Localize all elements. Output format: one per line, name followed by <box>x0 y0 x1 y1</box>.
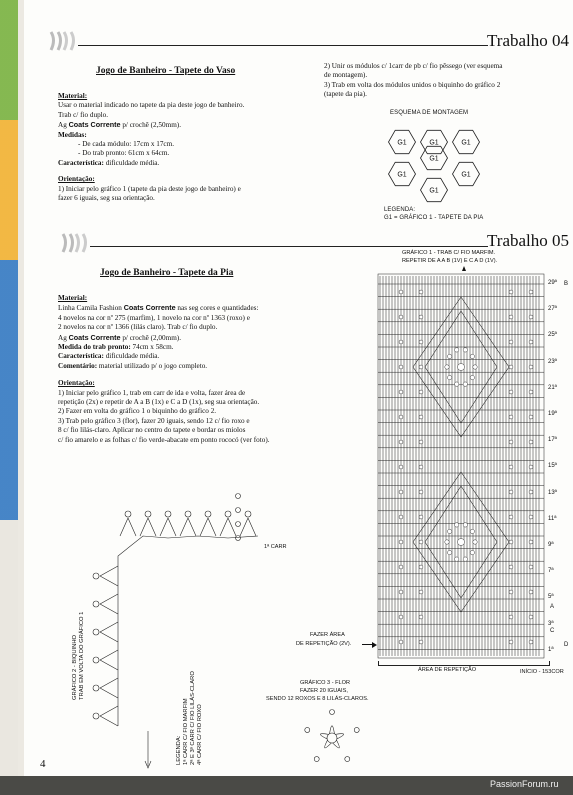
chain-dot <box>529 490 533 494</box>
picot-side <box>100 650 118 670</box>
row-label: 9ª <box>548 542 554 548</box>
motif-dot <box>458 364 465 371</box>
picot-side <box>100 678 118 698</box>
hex-label: G1 <box>397 171 407 179</box>
chain-dot <box>399 540 403 544</box>
chain-dot <box>399 415 403 419</box>
header-rule <box>78 45 488 46</box>
grafico2-title-line: GRÁFICO 2 - BIQUINHO <box>72 634 78 700</box>
chain-dot <box>419 340 423 344</box>
grafico1-letter-c: C <box>550 628 555 634</box>
chain-dot <box>509 490 513 494</box>
area-repeticao-bracket <box>378 661 550 666</box>
page-edge-stripe <box>0 0 18 795</box>
footer-bar <box>0 776 573 795</box>
hex-label: G1 <box>429 139 439 147</box>
hex-label: G1 <box>397 139 407 147</box>
section-pia-body <box>58 294 270 445</box>
medidas-line: - Do trab pronto: 61cm x 64cm. <box>78 149 170 158</box>
esquema-legend-title: LEGENDA: <box>384 207 416 213</box>
fazer-area-arrowhead-icon <box>372 642 377 648</box>
flower-petal <box>330 726 335 734</box>
flower-tip <box>330 710 335 715</box>
chain-dot <box>419 440 423 444</box>
motif-dot <box>463 557 467 561</box>
hex-label: G1 <box>429 187 439 195</box>
row-label: 15ª <box>548 463 557 470</box>
chain-dot <box>509 540 513 544</box>
flower-dot <box>236 494 241 499</box>
chain-dot <box>509 615 513 619</box>
area-repeticao-label: ÁREA DE REPETIÇÃO <box>418 667 477 673</box>
chain-dot <box>509 640 513 644</box>
comentario-line: Comentário: material utilizado p/ o jogo completo. <box>58 361 208 370</box>
picot-loop <box>125 511 131 517</box>
chain-dot <box>529 540 533 544</box>
motif-dot <box>447 375 451 379</box>
medida-line: Medida do trab pronto: 74cm x 58cm. <box>58 343 174 352</box>
fazer-area-label-2: DE REPETIÇÃO (2V). <box>296 641 352 647</box>
chain-dot <box>509 390 513 394</box>
orientacao-line: c/ fio amarelo e as folhas c/ fio verde-abacate em ponto rococó (ver foto). <box>58 435 270 444</box>
picot-loop <box>185 511 191 517</box>
grafico1-title-line2: REPETIR DE A A B (1V) E C A D (1V). <box>402 258 498 264</box>
row-label: 27ª <box>548 306 557 313</box>
inicio-label: INÍCIO - 153COR <box>520 669 564 675</box>
material-heading: Material: <box>58 294 88 302</box>
row-label: 25ª <box>548 332 557 339</box>
section-vaso-continued <box>324 62 502 100</box>
motif-dot <box>447 354 451 358</box>
grafico1-chart <box>376 272 550 667</box>
row-label: 5ª <box>548 594 554 601</box>
motif-dot <box>463 523 467 527</box>
chain-dot <box>399 315 403 319</box>
picot-loop <box>93 573 99 579</box>
chain-dot <box>509 440 513 444</box>
instruction-line: de montagem). <box>324 71 368 80</box>
chain-dot <box>509 465 513 469</box>
chain-dot <box>529 315 533 319</box>
motif-dot <box>470 354 474 358</box>
chain-dot <box>419 415 423 419</box>
chain-dot <box>419 615 423 619</box>
chain-dot <box>399 465 403 469</box>
motif-dot <box>454 523 458 527</box>
instruction-line: 2) Unir os módulos c/ 1carr de pb c/ fio pêssego (ver esquema <box>324 62 503 70</box>
chain-dot <box>529 440 533 444</box>
orientacao-line: 8 c/ fio lilás-claro. Aplicar no centro do tapete e bordar os miolos <box>58 426 246 435</box>
flower-tip <box>345 757 350 762</box>
row-label: 29ª <box>548 280 557 286</box>
chain-dot <box>529 415 533 419</box>
chain-dot <box>399 365 403 369</box>
section-vaso-body <box>58 92 244 203</box>
picot-arc <box>160 518 176 536</box>
picot-loop <box>93 629 99 635</box>
orientacao-line: fazer 6 iguais, seg sua orientação. <box>58 194 155 203</box>
esquema-title: ESQUEMA DE MONTAGEM <box>390 110 469 116</box>
picot-loop <box>93 601 99 607</box>
orientacao-heading: Orientação: <box>58 379 95 388</box>
picot-side <box>100 706 118 726</box>
legend-line: 4ª CARR C/ FIO ROXO <box>197 704 203 765</box>
motif-dot <box>458 539 465 546</box>
motif-dot <box>447 529 451 533</box>
picot-loop <box>93 657 99 663</box>
row-label: 11ª <box>548 515 557 522</box>
picot-side <box>100 622 118 642</box>
section-title-tapete-vaso: Jogo de Banheiro - Tapete do Vaso <box>96 66 236 76</box>
flower-dot <box>236 522 241 527</box>
grafico1-arrow-up-icon <box>462 266 466 271</box>
flower-tip <box>314 757 319 762</box>
material-line: 2 novelos na cor nº 1366 (lilás claro). Trab c/ fio duplo. <box>58 323 218 332</box>
orientacao-line: 2) Fazer em volta do gráfico 1 o biquinho do gráfico 2. <box>58 407 217 416</box>
chain-dot <box>529 565 533 569</box>
chain-dot <box>419 490 423 494</box>
picot-loop <box>205 511 211 517</box>
chain-dot <box>399 490 403 494</box>
row-label: 17ª <box>548 437 557 444</box>
chain-dot <box>509 315 513 319</box>
row-label: 23ª <box>548 358 557 365</box>
legend-line: LEGENDA: <box>176 735 182 765</box>
medidas-line: - De cada módulo: 17cm x 17cm. <box>78 140 175 149</box>
chain-dot <box>509 515 513 519</box>
chain-dot <box>509 415 513 419</box>
flower-tip <box>354 727 359 732</box>
motif-dot <box>447 550 451 554</box>
chain-dot <box>529 340 533 344</box>
picot-loop <box>93 713 99 719</box>
motif-dot <box>470 550 474 554</box>
orientacao-line: repetição (2x) e repetir de A a B (1x) e C a D (1x), seg sua orientação. <box>58 398 260 407</box>
chain-dot <box>399 340 403 344</box>
row-label: 21ª <box>548 384 557 391</box>
chain-dot <box>399 390 403 394</box>
row-label: 7ª <box>548 568 554 575</box>
motif-dot <box>463 348 467 352</box>
chain-dot <box>419 365 423 369</box>
header-ornament-icon <box>58 232 88 254</box>
picot-side <box>100 594 118 614</box>
legend-line: 1ª CARR C/ FIO MARFIM <box>183 698 189 765</box>
chain-dot <box>509 365 513 369</box>
grafico3-line2: FAZER 20 IGUAIS, <box>300 688 348 694</box>
chain-dot <box>529 290 533 294</box>
picot-loop <box>145 511 151 517</box>
grafico3-flower <box>300 706 364 770</box>
chain-dot <box>509 340 513 344</box>
chain-dot <box>419 390 423 394</box>
chain-dot <box>509 565 513 569</box>
grafico2-vertical-title <box>72 612 86 700</box>
chain-dot <box>399 565 403 569</box>
grafico2-title-line: TRAB EM VOLTA DO GRÁFICO 1 <box>79 611 85 700</box>
motif-dot <box>454 382 458 386</box>
picot-arc <box>180 518 196 536</box>
material-line: Usar o material indicado no tapete da pia deste jogo de banheiro. <box>58 101 245 110</box>
legend-line: 2ª E 3ª CARR C/ FIO LILÁS-CLARO <box>190 671 196 765</box>
orientacao-line: 1) Iniciar pelo gráfico 1 (tapete da pia deste jogo de banheiro) e <box>58 184 241 193</box>
chain-dot <box>399 640 403 644</box>
chain-dot <box>419 540 423 544</box>
orientacao-line: 1) Iniciar pelo gráfico 1, trab em carr de ida e volta, fazer área de <box>58 388 246 397</box>
chain-dot <box>529 590 533 594</box>
picot-loop <box>93 685 99 691</box>
grafico3-line1: GRÁFICO 3 - FLOR <box>300 680 351 686</box>
instruction-line: 3) Trab em volta dos módulos unidos o biquinho do gráfico 2 <box>324 80 501 89</box>
needle-line: Ag Coats Corrente p/ crochê (2,50mm). <box>58 120 181 130</box>
material-heading: Material: <box>58 92 88 100</box>
esquema-legend-text: G1 = GRÁFICO 1 - TAPETE DA PIA <box>384 215 484 221</box>
hex-label: G1 <box>461 171 471 179</box>
page-number: 4 <box>40 758 46 770</box>
caracteristica-line: Característica: dificuldade média. <box>58 352 160 361</box>
motif-dot <box>454 557 458 561</box>
material-line: Trab c/ fio duplo. <box>58 110 109 119</box>
section-title-tapete-pia: Jogo de Banheiro - Tapete da Pia <box>100 268 234 278</box>
chain-dot <box>419 565 423 569</box>
chain-dot <box>419 640 423 644</box>
grafico1-letter-b: B <box>564 281 569 287</box>
row-label: 13ª <box>548 489 557 496</box>
flower-dot <box>236 508 241 513</box>
picot-loop <box>165 511 171 517</box>
chain-dot <box>419 290 423 294</box>
picot-arc <box>120 518 136 536</box>
picot-arc <box>140 518 156 536</box>
chain-dot <box>509 590 513 594</box>
flower-dot <box>236 536 241 541</box>
grafico1-letter-d: D <box>564 642 569 648</box>
motif-dot <box>445 540 449 544</box>
header-rule <box>90 246 488 247</box>
chain-dot <box>419 590 423 594</box>
needle-line: Ag Coats Corrente p/ crochê (2,00mm). <box>58 332 181 342</box>
chain-dot <box>529 365 533 369</box>
chain-dot <box>399 615 403 619</box>
chain-dot <box>529 515 533 519</box>
chain-dot <box>529 465 533 469</box>
picot-side <box>100 566 118 586</box>
chain-dot <box>509 290 513 294</box>
chain-dot <box>399 290 403 294</box>
flower-tip <box>305 727 310 732</box>
grafico3-line3: SENDO 12 ROXOS E 8 LILÁS-CLAROS. <box>266 696 369 702</box>
chain-dot <box>529 390 533 394</box>
row-label: 3ª <box>548 620 554 627</box>
chain-dot <box>529 640 533 644</box>
chain-dot <box>529 615 533 619</box>
caracteristica-line: Característica: dificuldade média. <box>58 158 160 167</box>
grafico2-legend <box>176 671 204 765</box>
picot-loop <box>245 511 251 517</box>
chain-dot <box>419 515 423 519</box>
header-title-04: Trabalho 04 <box>487 31 570 50</box>
grafico1-title-line1: GRÁFICO 1 - TRAB C/ FIO MARFIM. <box>402 250 496 256</box>
picot-arc <box>200 518 216 536</box>
header-ornament-icon <box>46 30 76 52</box>
esquema-hex-diagram <box>378 118 488 208</box>
motif-dot <box>470 529 474 533</box>
grafico1-letter-a: A <box>550 604 555 610</box>
fazer-area-label-1: FAZER ÁREA <box>310 632 345 638</box>
row-label: 19ª <box>548 411 557 417</box>
page-edge-inner-line <box>18 0 24 795</box>
motif-dot <box>473 365 477 369</box>
chain-dot <box>399 590 403 594</box>
hex-label: G1 <box>429 155 439 163</box>
watermark: PassionForum.ru <box>490 779 559 789</box>
material-line: Linha Camila Fashion Coats Corrente nas seg cores e quantidades: <box>58 303 259 313</box>
motif-dot <box>470 375 474 379</box>
chain-dot <box>399 515 403 519</box>
row-label: 1ª <box>548 646 554 653</box>
material-line: 4 novelos na cor nº 275 (marfim), 1 novelo na cor nº 1363 (roxo) e <box>58 313 250 322</box>
motif-dot <box>454 348 458 352</box>
header-title-05: Trabalho 05 <box>487 231 570 250</box>
motif-dot <box>445 365 449 369</box>
hex-label: G1 <box>461 139 471 147</box>
chain-dot <box>399 440 403 444</box>
grafico2-first-carr: 1ª CARR <box>264 544 287 550</box>
instruction-line: (tapete da pia). <box>324 90 367 99</box>
chain-dot <box>419 465 423 469</box>
picot-arc <box>240 518 256 536</box>
orientacao-line: 3) Trab pelo gráfico 3 (flor), fazer 20 iguais, sendo 12 c/ fio roxo e <box>58 416 250 425</box>
picot-loop <box>225 511 231 517</box>
picot-arc <box>220 518 236 536</box>
chain-dot <box>419 315 423 319</box>
motif-dot <box>473 540 477 544</box>
orientacao-heading: Orientação: <box>58 175 95 184</box>
medidas-heading: Medidas: <box>58 130 87 139</box>
motif-dot <box>463 382 467 386</box>
